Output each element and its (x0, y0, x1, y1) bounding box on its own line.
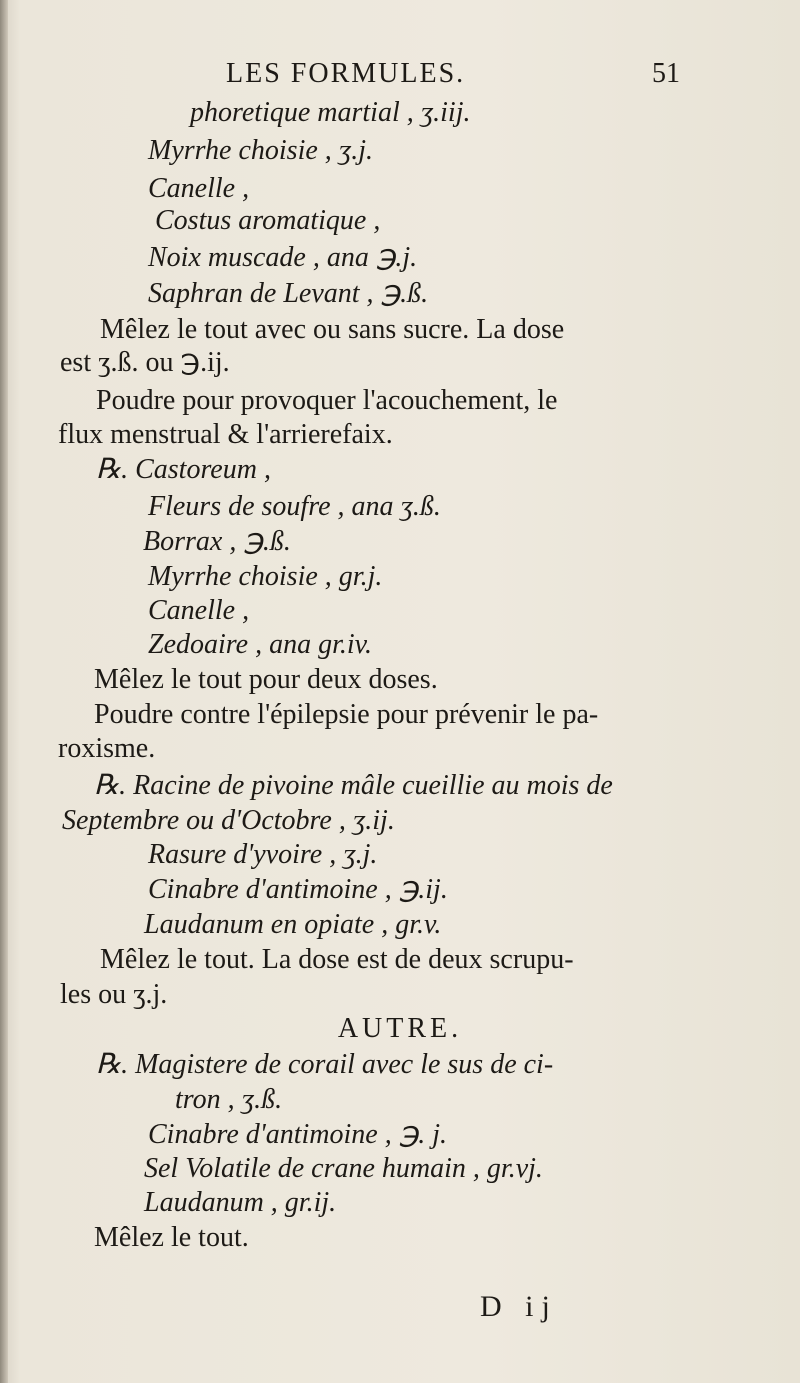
text-line: Sel Volatile de crane humain , gr.vj. (144, 1153, 543, 1184)
text-line: ℞. Magistere de corail avec le sus de ci- (96, 1049, 554, 1080)
section-heading: AUTRE. (337, 1013, 463, 1044)
text-line: est ʒ.ß. ou ℈.ij. (60, 347, 230, 378)
text-line: Poudre pour provoquer l'acouchement, le (96, 385, 558, 416)
text-line: Poudre contre l'épilepsie pour prévenir le pa- (94, 699, 599, 730)
text-line: Noix muscade , ana ℈.j. (148, 242, 418, 273)
text-line: Canelle , (148, 595, 250, 626)
text-line: Borrax , ℈.ß. (143, 526, 291, 557)
text-line: roxisme. (58, 733, 156, 764)
text-line: Costus aromatique , (155, 205, 381, 236)
page-number: 51 (652, 58, 680, 89)
text-line: Fleurs de soufre , ana ʒ.ß. (148, 491, 441, 522)
text-line: Myrrhe choisie , gr.j. (148, 561, 383, 592)
page-binding-edge (0, 0, 8, 1383)
text-line: Zedoaire , ana gr.iv. (148, 629, 372, 660)
text-line: phoretique martial , ʒ.iij. (190, 97, 471, 128)
text-line: Rasure d'yvoire , ʒ.j. (148, 839, 378, 870)
signature-mark: D ij (480, 1290, 558, 1323)
text-line: flux menstrual & l'arrierefaix. (58, 419, 393, 450)
text-line: Mêlez le tout avec ou sans sucre. La dose (100, 314, 565, 345)
text-line: ℞. Racine de pivoine mâle cueillie au mois de (94, 770, 613, 801)
text-line: Cinabre d'antimoine , ℈.ij. (148, 874, 448, 905)
text-line: tron , ʒ.ß. (175, 1084, 283, 1115)
text-line: Laudanum , gr.ij. (144, 1187, 337, 1218)
text-line: les ou ʒ.j. (60, 979, 168, 1010)
text-line: Saphran de Levant , ℈.ß. (148, 278, 429, 309)
text-line: Mêlez le tout. (94, 1222, 249, 1253)
text-line: Canelle , (148, 173, 250, 204)
text-line: ℞. Castoreum , (96, 454, 271, 485)
text-line: Laudanum en opiate , gr.v. (144, 909, 442, 940)
text-line: Myrrhe choisie , ʒ.j. (148, 135, 373, 166)
text-line: Mêlez le tout. La dose est de deux scrupu- (100, 944, 574, 975)
text-line: Mêlez le tout pour deux doses. (94, 664, 438, 695)
running-title: LES FORMULES. (226, 58, 466, 89)
text-line: Septembre ou d'Octobre , ʒ.ij. (62, 805, 395, 836)
text-line: Cinabre d'antimoine , ℈. j. (148, 1119, 448, 1150)
